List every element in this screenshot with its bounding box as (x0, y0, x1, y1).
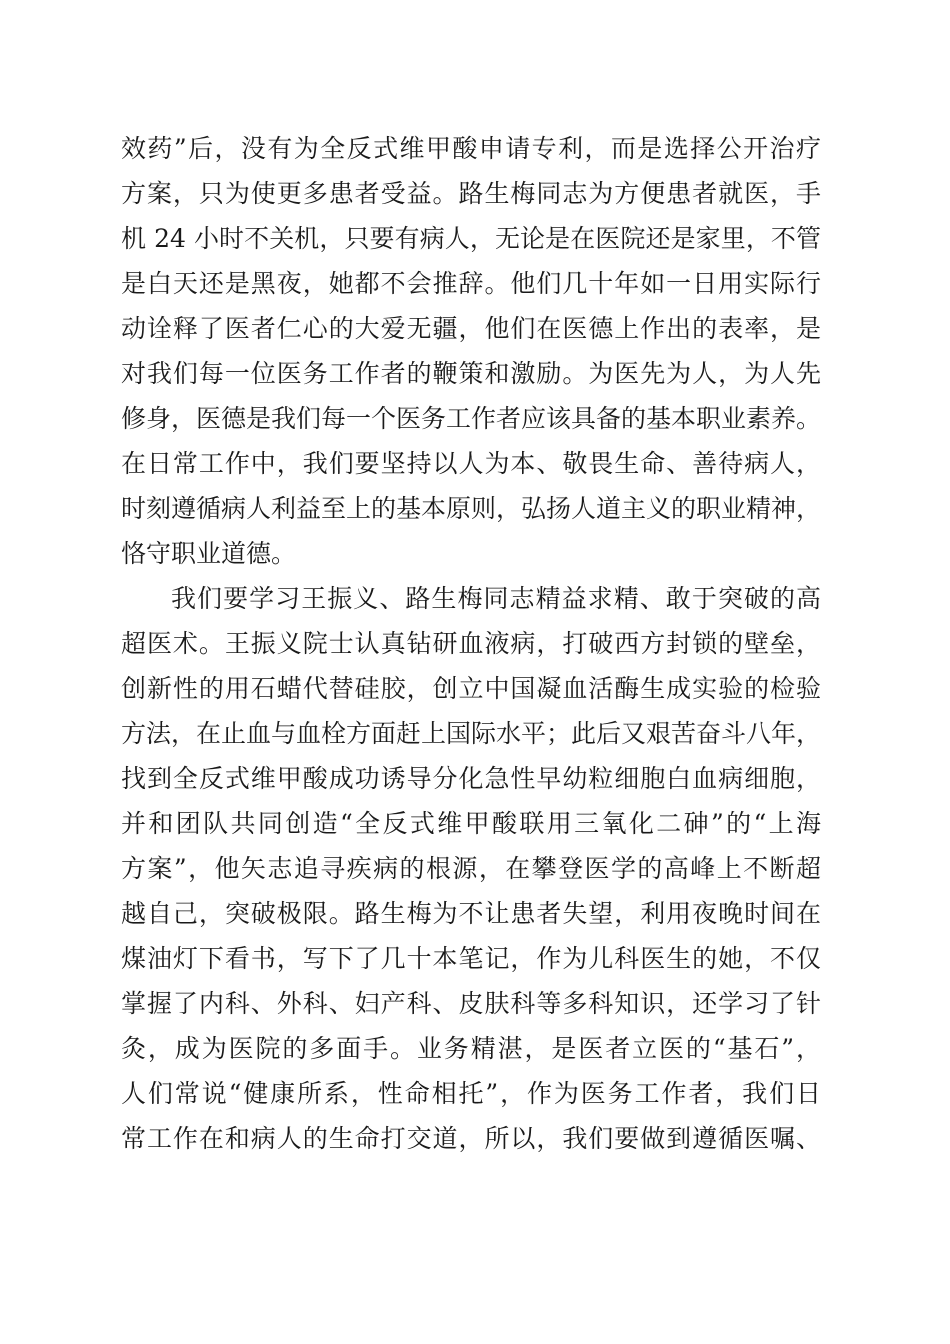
text-line: 方案，只为使更多患者受益。路生梅同志为方便患者就医，手 (121, 179, 821, 208)
text-line: 方法，在止血与血栓方面赶上国际水平；此后又艰苦奋斗八年， (121, 719, 822, 748)
text-line: 时刻遵循病人利益至上的基本原则，弘扬人道主义的职业精神， (121, 494, 822, 523)
text-line: 方案”，他矢志追寻疾病的根源，在攀登医学的高峰上不断超 (121, 854, 821, 883)
text-line: 人们常说“健康所系，性命相托”，作为医务工作者，我们日 (121, 1079, 821, 1108)
text-line: 是白天还是黑夜，她都不会推辞。他们几十年如一日用实际行 (121, 269, 821, 298)
text-line: 机 24 小时不关机，只要有病人，无论是在医院还是家里，不管 (121, 224, 821, 253)
paragraph-start-line: 我们要学习王振义、路生梅同志精益求精、敢于突破的高 (171, 584, 821, 613)
text-line: 创新性的用石蜡代替硅胶，创立中国凝血活酶生成实验的检验 (121, 674, 821, 703)
paragraph-end-line: 恪守职业道德。 (121, 539, 297, 568)
text-line: 并和团队共同创造“全反式维甲酸联用三氧化二砷”的“上海 (121, 809, 821, 838)
text-line: 煤油灯下看书，写下了几十本笔记，作为儿科医生的她，不仅 (121, 944, 821, 973)
body-text (121, 126, 821, 1161)
text-line: 效药”后，没有为全反式维甲酸申请专利，而是选择公开治疗 (121, 134, 821, 163)
text-line: 超医术。王振义院士认真钻研血液病，打破西方封锁的壁垒， (121, 629, 821, 658)
text-line: 越自己，突破极限。路生梅为不让患者失望，利用夜晚时间在 (121, 899, 821, 928)
text-line: 修身，医德是我们每一个医务工作者应该具备的基本职业素养。 (121, 404, 822, 433)
text-line: 灸，成为医院的多面手。业务精湛，是医者立医的“基石”， (121, 1034, 821, 1063)
text-line: 掌握了内科、外科、妇产科、皮肤科等多科知识，还学习了针 (121, 989, 821, 1018)
text-line: 常工作在和病人的生命打交道，所以，我们要做到遵循医嘱、 (121, 1124, 821, 1153)
text-line: 动诠释了医者仁心的大爱无疆，他们在医德上作出的表率，是 (121, 314, 821, 343)
text-line: 找到全反式维甲酸成功诱导分化急性早幼粒细胞白血病细胞， (121, 764, 821, 793)
text-line: 在日常工作中，我们要坚持以人为本、敬畏生命、善待病人， (121, 449, 821, 478)
text-line: 对我们每一位医务工作者的鞭策和激励。为医先为人，为人先 (121, 359, 821, 388)
